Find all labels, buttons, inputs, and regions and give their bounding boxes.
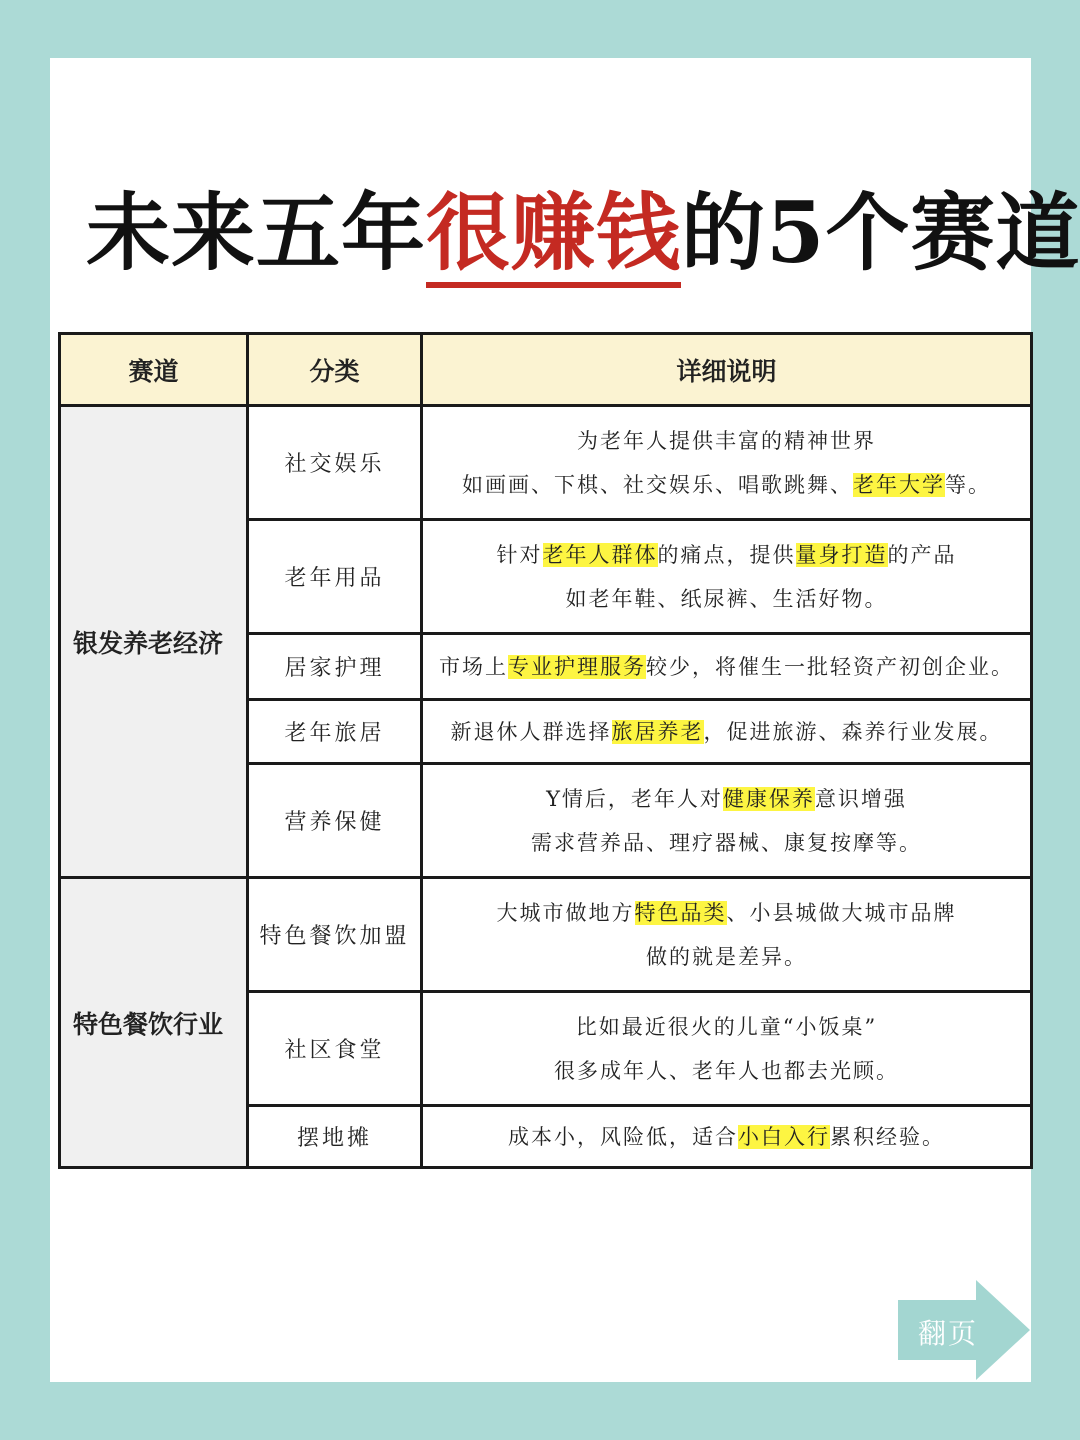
detail-text: 大城市做地方 xyxy=(496,900,635,925)
detail-cell xyxy=(422,992,1032,1106)
header-detail: 详细说明 xyxy=(422,334,1032,406)
highlighted-text: 老年大学 xyxy=(853,472,945,497)
header-track: 赛道 xyxy=(60,334,248,406)
tracks-table xyxy=(58,332,1033,1169)
category-cell: 居家护理 xyxy=(248,634,422,700)
category-cell: 老年旅居 xyxy=(248,700,422,764)
highlighted-text: 特色品类 xyxy=(634,900,727,925)
detail-line xyxy=(427,645,1026,689)
title-prefix: 未来五年 xyxy=(86,183,427,282)
next-page-button[interactable]: 翻页 xyxy=(918,1317,979,1350)
highlighted-text: 健康保养 xyxy=(722,786,815,811)
detail-text: 如老年鞋、纸尿裤、生活好物。 xyxy=(565,586,888,611)
highlighted-text: 专业护理服务 xyxy=(508,654,646,679)
detail-text: 如画画、下棋、社交娱乐、唱歌跳舞、 xyxy=(462,472,853,497)
highlighted-text: 量身打造 xyxy=(795,542,888,567)
detail-cell xyxy=(422,700,1032,764)
title-highlight: 很赚钱 xyxy=(426,183,681,288)
detail-cell xyxy=(422,1106,1032,1168)
page-title xyxy=(86,178,1080,288)
detail-line xyxy=(427,1115,1026,1159)
detail-text: 很多成年人、老年人也都去光顾。 xyxy=(554,1058,899,1083)
detail-text: 新退休人群选择 xyxy=(450,719,612,744)
category-cell: 社区食堂 xyxy=(248,992,422,1106)
category-cell: 摆地摊 xyxy=(248,1106,422,1168)
table-row xyxy=(60,878,1032,992)
header-category: 分类 xyxy=(248,334,422,406)
detail-cell xyxy=(422,764,1032,878)
detail-line xyxy=(427,710,1026,754)
detail-text: Y情后，老年人对 xyxy=(546,786,723,811)
detail-text: 意识增强 xyxy=(814,786,907,811)
detail-line xyxy=(427,1005,1026,1049)
detail-text: 的痛点，提供 xyxy=(657,542,796,567)
detail-line xyxy=(427,1049,1026,1093)
detail-line xyxy=(427,577,1026,621)
detail-line xyxy=(427,821,1026,865)
category-cell: 社交娱乐 xyxy=(248,406,422,520)
title-suffix: 的5个赛道 xyxy=(681,183,1080,282)
detail-cell xyxy=(422,520,1032,634)
detail-text: 成本小，风险低，适合 xyxy=(508,1124,738,1149)
category-cell: 营养保健 xyxy=(248,764,422,878)
detail-text: 为老年人提供丰富的精神世界 xyxy=(577,428,876,453)
detail-cell xyxy=(422,634,1032,700)
detail-text: 需求营养品、理疗器械、康复按摩等。 xyxy=(531,830,922,855)
detail-text: 的产品 xyxy=(887,542,957,567)
detail-line xyxy=(427,463,1026,507)
track-cell: 特色餐饮行业 xyxy=(60,878,248,1168)
detail-text: 做的就是差异。 xyxy=(646,944,807,969)
detail-text: 较少，将催生一批轻资产初创企业。 xyxy=(646,654,1014,679)
detail-text: 、小县城做大城市品牌 xyxy=(726,900,957,925)
detail-text: 针对 xyxy=(496,542,543,567)
detail-line xyxy=(427,935,1026,979)
highlighted-text: 老年人群体 xyxy=(542,542,658,567)
detail-text: 比如最近很火的儿童“小饭桌” xyxy=(575,1014,878,1039)
table-header-row xyxy=(60,334,1032,406)
detail-text: 累积经验。 xyxy=(830,1124,945,1149)
detail-text: ，促进旅游、森养行业发展。 xyxy=(703,719,1003,744)
detail-line xyxy=(427,777,1026,821)
detail-line xyxy=(427,533,1026,577)
category-cell: 特色餐饮加盟 xyxy=(248,878,422,992)
detail-line xyxy=(427,891,1026,935)
detail-cell xyxy=(422,406,1032,520)
category-cell: 老年用品 xyxy=(248,520,422,634)
detail-text: 市场上 xyxy=(439,654,508,679)
table-body xyxy=(60,406,1032,1168)
table-row xyxy=(60,406,1032,520)
highlighted-text: 旅居养老 xyxy=(611,719,704,744)
highlighted-text: 小白入行 xyxy=(738,1124,830,1149)
detail-line xyxy=(427,419,1026,463)
detail-cell xyxy=(422,878,1032,992)
detail-text: 等。 xyxy=(945,472,991,497)
track-cell: 银发养老经济 xyxy=(60,406,248,878)
